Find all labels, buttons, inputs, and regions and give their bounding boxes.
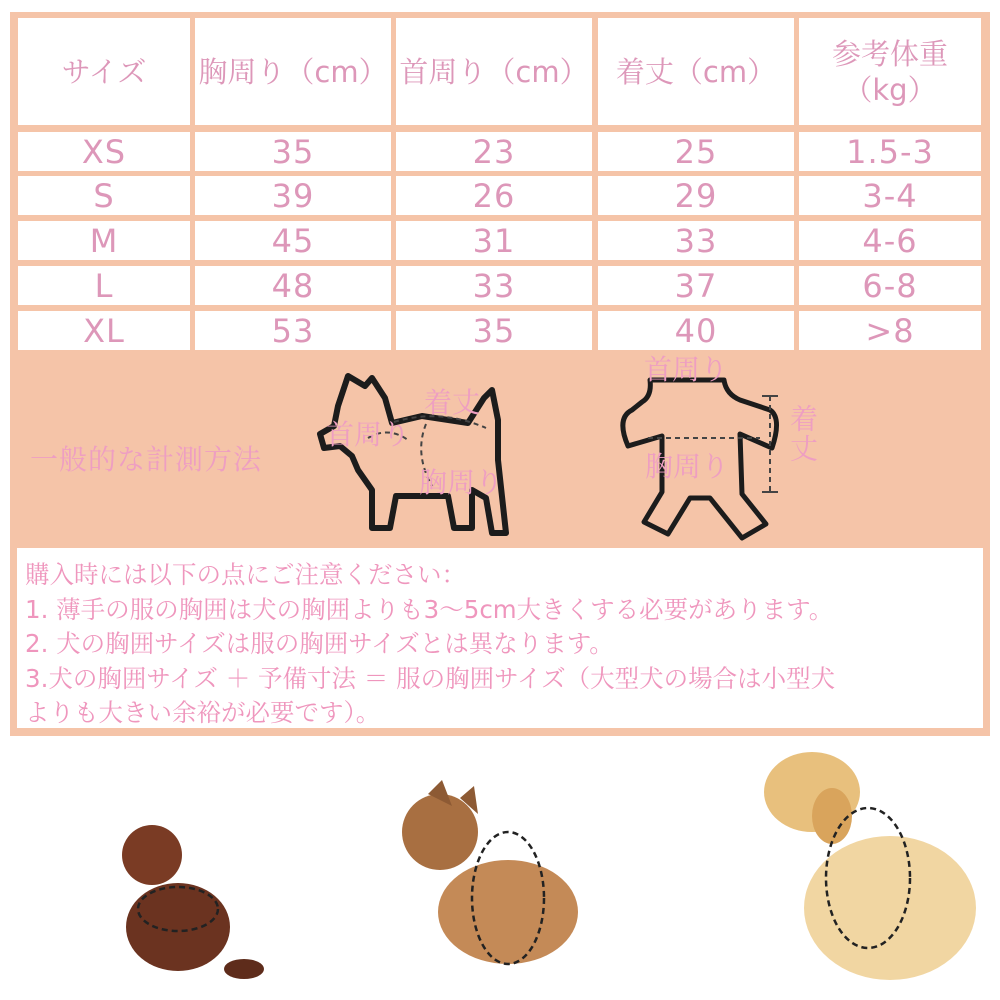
table-cell: 6-8 [799,266,981,305]
method-label: 一般的な計測方法 [30,443,263,476]
top-length-label: 着丈 [786,404,819,464]
table-cell: S [18,176,190,215]
table-header-cell: 着丈（cm） [598,18,794,125]
table-cell: 53 [195,311,391,350]
table-cell: >8 [799,311,981,350]
table-cell: 40 [598,311,794,350]
table-header-cell: サイズ [18,18,190,125]
table-cell: 4-6 [799,221,981,260]
side-view-dog-diagram [310,368,530,548]
note-item: 3.犬の胸囲サイズ ＋ 予備寸法 ＝ 服の胸囲サイズ（大型犬の場合は小型犬 [25,663,836,693]
table-cell: 33 [598,221,794,260]
table-cell: 39 [195,176,391,215]
table-header-cell: 胸周り（cm） [195,18,391,125]
top-chest-label: 胸周り [645,450,730,483]
table-cell: 1.5-3 [799,132,981,171]
table-cell: 29 [598,176,794,215]
note-item: 2. 犬の胸囲サイズは服の胸囲サイズとは異なります。 [25,629,614,658]
table-cell: 3-4 [799,176,981,215]
side-chest-label: 胸周り [419,466,504,499]
bulldog-head [402,794,478,870]
table-cell: 26 [396,176,592,215]
note-item: 1. 薄手の服の胸囲は犬の胸囲よりも3～5cm大きくする必要があります。 [25,594,834,624]
table-cell: 45 [195,221,391,260]
table-cell: M [18,221,190,260]
purchase-notes [17,548,983,728]
table-cell: XL [18,311,190,350]
table-cell: 35 [396,311,592,350]
toy-poodle-photo [100,815,270,985]
table-cell: 48 [195,266,391,305]
golden-body [804,836,976,980]
note-item: よりも大きい余裕が必要です）。 [25,698,381,727]
side-length-label: 着丈 [424,386,481,419]
top-neck-label: 首周り [644,353,729,386]
poodle-tail [224,959,264,979]
table-cell: 25 [598,132,794,171]
french-bulldog-photo [380,780,600,985]
golden-retriever-photo [740,740,990,990]
table-cell: 31 [396,221,592,260]
table-cell: 37 [598,266,794,305]
poodle-body [126,883,230,971]
table-cell: 23 [396,132,592,171]
table-cell: 35 [195,132,391,171]
table-cell: L [18,266,190,305]
side-neck-label: 首周り [326,418,411,451]
golden-ear [812,788,852,844]
table-header-cell: 首周り（cm） [396,18,592,125]
notes-heading: 購入時には以下の点にご注意ください： [25,560,466,589]
poodle-head [122,825,182,885]
table-header-cell: 参考体重 （kg） [799,18,981,125]
bulldog-body [438,860,578,964]
table-cell: XS [18,132,190,171]
table-cell: 33 [396,266,592,305]
